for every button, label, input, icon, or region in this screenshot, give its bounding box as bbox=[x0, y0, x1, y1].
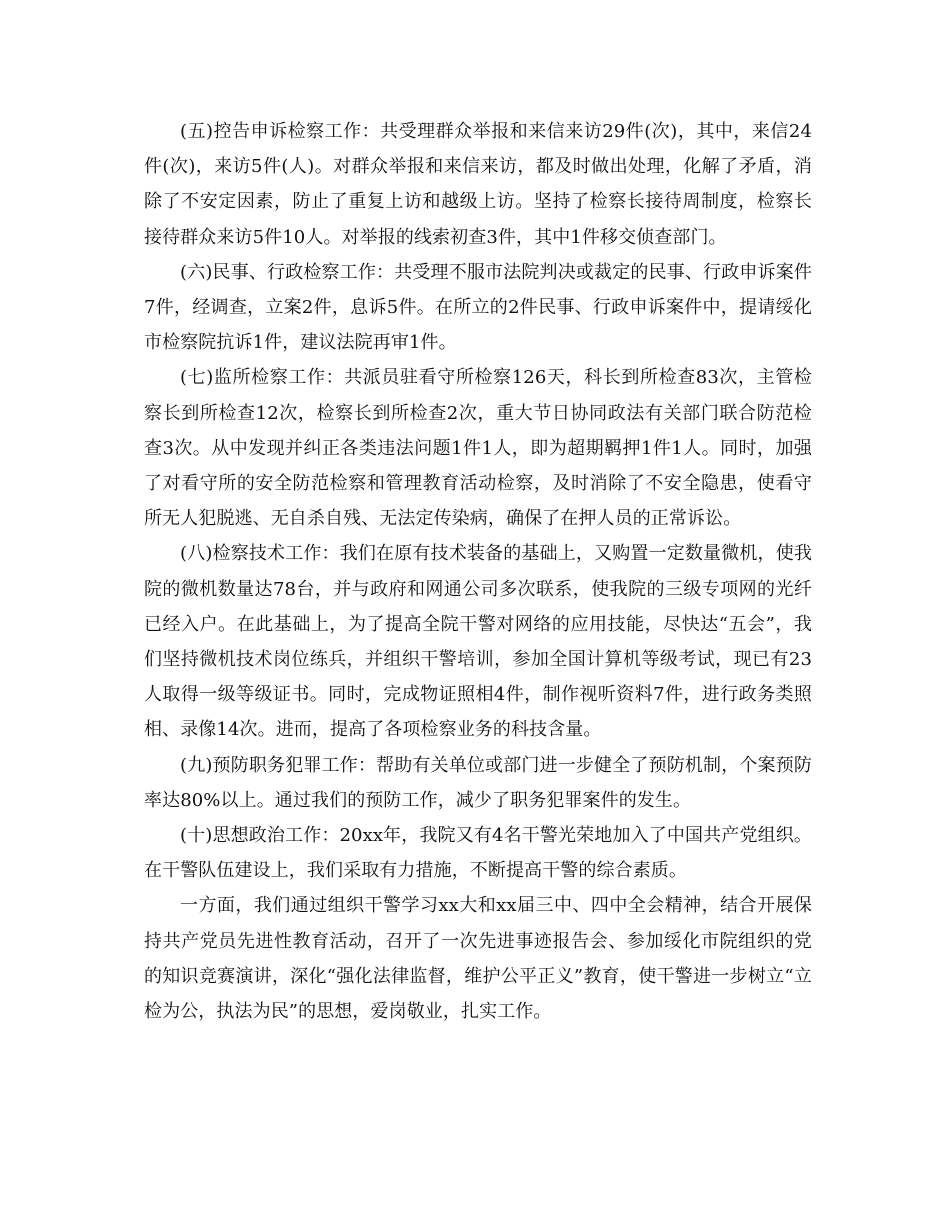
paragraph-study-education: 一方面，我们通过组织干警学习xx大和xx届三中、四中全会精神，结合开展保持共产党员先进性教育活动，召开了一次先进事迹报告会、参加绥化市院组织的党的知识竞赛演讲，深化“强化法律监督，维护公平正义”教育，使干警进一步树立“立检为公，执法为民”的思想，爱岗敬业，扎实工作。 bbox=[144, 895, 812, 1023]
paragraph-crime-prevention-work: (九)预防职务犯罪工作：帮助有关单位或部门进一步健全了预防机制，个案预防率达80%以上。通过我们的预防工作，减少了职务犯罪案件的发生。 bbox=[144, 754, 812, 811]
document-body bbox=[144, 114, 812, 1029]
paragraph-procuratorial-technology-work: (八)检察技术工作：我们在原有技术装备的基础上，又购置一定数量微机，使我院的微机数量达78台，并与政府和网通公司多次联系，使我院的三级专项网的光纤已经入户。在此基础上，为了提高全院干警对网络的应用技能，尽快达“五会”，我们坚持微机技术岗位练兵，并组织干警培训，参加全国计算机等级考试，现已有23人取得一级等级证书。同时，完成物证照相4件，制作视听资料7件，进行政务类照相、录像14次。进而，提高了各项检察业务的科技含量。 bbox=[144, 543, 812, 741]
paragraph-civil-administrative-procuratorial-work: (六)民事、行政检察工作：共受理不服市法院判决或裁定的民事、行政申诉案件7件，经调查，立案2件，息诉5件。在所立的2件民事、行政申诉案件中，提请绥化市检察院抗诉1件，建议法院再审1件。 bbox=[144, 261, 812, 354]
paragraph-detention-procuratorial-work: (七)监所检察工作：共派员驻看守所检察126天，科长到所检查83次，主管检察长到所检查12次，检察长到所检查2次，重大节日协同政法有关部门联合防范检查3次。从中发现并纠正各类违法问题1件1人，即为超期羁押1件1人。同时，加强了对看守所的安全防范检察和管理教育活动检察，及时消除了不安全隐患，使看守所无人犯脱逃、无自杀自残、无法定传染病，确保了在押人员的正常诉讼。 bbox=[144, 367, 812, 530]
paragraph-ideological-political-work: (十)思想政治工作：20xx年，我院又有4名干警光荣地加入了中国共产党组织。在干警队伍建设上，我们采取有力措施，不断提高干警的综合素质。 bbox=[144, 825, 812, 882]
paragraph-complaint-procuratorial-work: (五)控告申诉检察工作：共受理群众举报和来信来访29件(次)，其中，来信24件(次)，来访5件(人)。对群众举报和来信来访，都及时做出处理，化解了矛盾，消除了不安定因素，防止了重复上访和越级上访。坚持了检察长接待周制度，检察长接待群众来访5件10人。对举报的线索初查3件，其中1件移交侦查部门。 bbox=[144, 121, 812, 248]
